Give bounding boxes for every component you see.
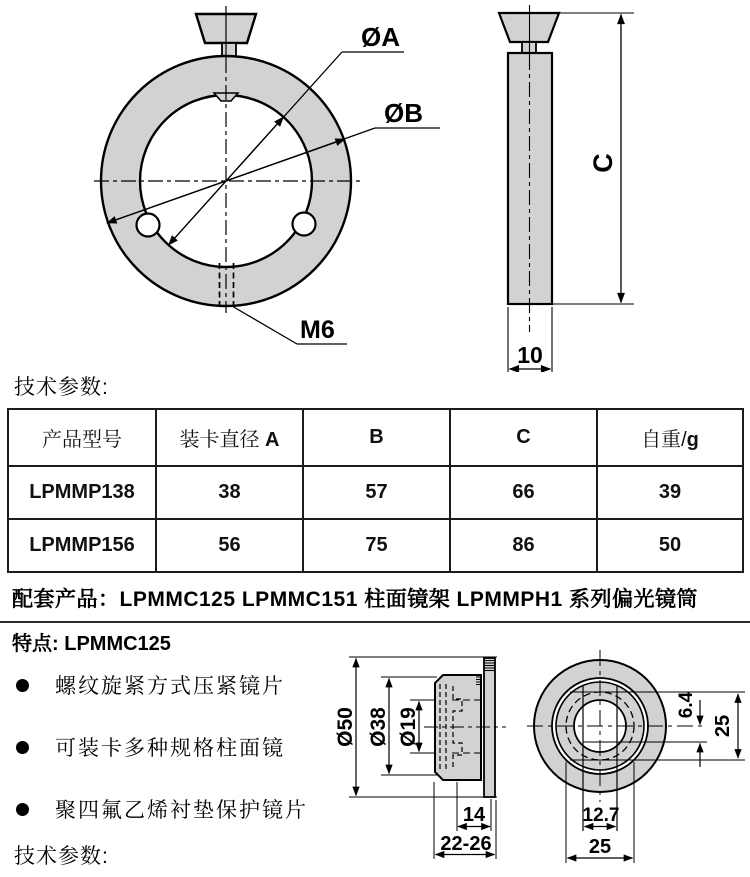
- list-item: 螺纹旋紧方式压紧镜片: [16, 670, 308, 700]
- dim-label-25v: 25: [712, 714, 734, 738]
- cell-model: LPMMP138: [8, 466, 156, 519]
- cell-c: 66: [450, 466, 597, 519]
- dim-label-dia50: Ø50: [334, 707, 357, 747]
- col-header-diameter-a: 装卡直径 A: [156, 409, 303, 466]
- dim-label-dia19: Ø19: [397, 707, 420, 747]
- lens-mount-drawing-bottom: [330, 618, 750, 877]
- bullet-icon: [16, 803, 29, 816]
- table-row: [8, 466, 743, 519]
- dim-label-64: 6.4: [676, 691, 697, 719]
- mount-drawing-top: [0, 0, 750, 372]
- cell-c: 86: [450, 519, 597, 572]
- list-item: 可装卡多种规格柱面镜: [16, 732, 308, 762]
- col-header-c: C: [450, 409, 597, 466]
- list-item: 聚四氟乙烯衬垫保护镜片: [16, 794, 308, 824]
- table-row: [8, 519, 743, 572]
- spec-table-header-row: [8, 409, 743, 466]
- tech-params-heading-top: 技术参数:: [14, 376, 109, 399]
- dim-label-c: C: [588, 153, 618, 173]
- section-view: [349, 657, 506, 859]
- bullet-icon: [16, 741, 29, 754]
- dim-label-127: 12.7: [582, 805, 620, 826]
- cell-weight: 50: [597, 519, 743, 572]
- dim-label-2226: 22-26: [440, 833, 492, 855]
- dim-label-dia38: Ø38: [367, 707, 390, 747]
- cell-b: 57: [303, 466, 450, 519]
- front-view-ring: [94, 6, 440, 344]
- dim-label-m6: M6: [300, 316, 335, 344]
- cell-model: LPMMP156: [8, 519, 156, 572]
- front-view-round: [527, 650, 745, 863]
- cell-a: 38: [156, 466, 303, 519]
- cell-a: 56: [156, 519, 303, 572]
- cell-b: 75: [303, 519, 450, 572]
- pin-hole-left: [137, 214, 160, 237]
- compatible-products-line: 配套产品：LPMMC125 LPMMC151 柱面镜架 LPMMPH1 系列偏光镜筒: [12, 588, 699, 611]
- feature-list: [16, 670, 308, 856]
- tech-params-heading-bottom: 技术参数:: [14, 845, 109, 868]
- side-view: [499, 5, 634, 372]
- dim-label-dia-a: ØA: [361, 22, 400, 52]
- spec-table: [7, 408, 744, 573]
- dim-label-25h: 25: [588, 836, 612, 858]
- col-header-weight: 自重/g: [597, 409, 743, 466]
- dim-label-14: 14: [462, 804, 486, 826]
- cell-weight: 39: [597, 466, 743, 519]
- pin-hole-right: [293, 213, 316, 236]
- dim-label-dia-b: ØB: [384, 98, 423, 128]
- dim-label-10: 10: [517, 342, 543, 368]
- col-header-b: B: [303, 409, 450, 466]
- features-heading: 特点: LPMMC125: [12, 633, 171, 655]
- col-header-model: 产品型号: [8, 409, 156, 466]
- bullet-icon: [16, 679, 29, 692]
